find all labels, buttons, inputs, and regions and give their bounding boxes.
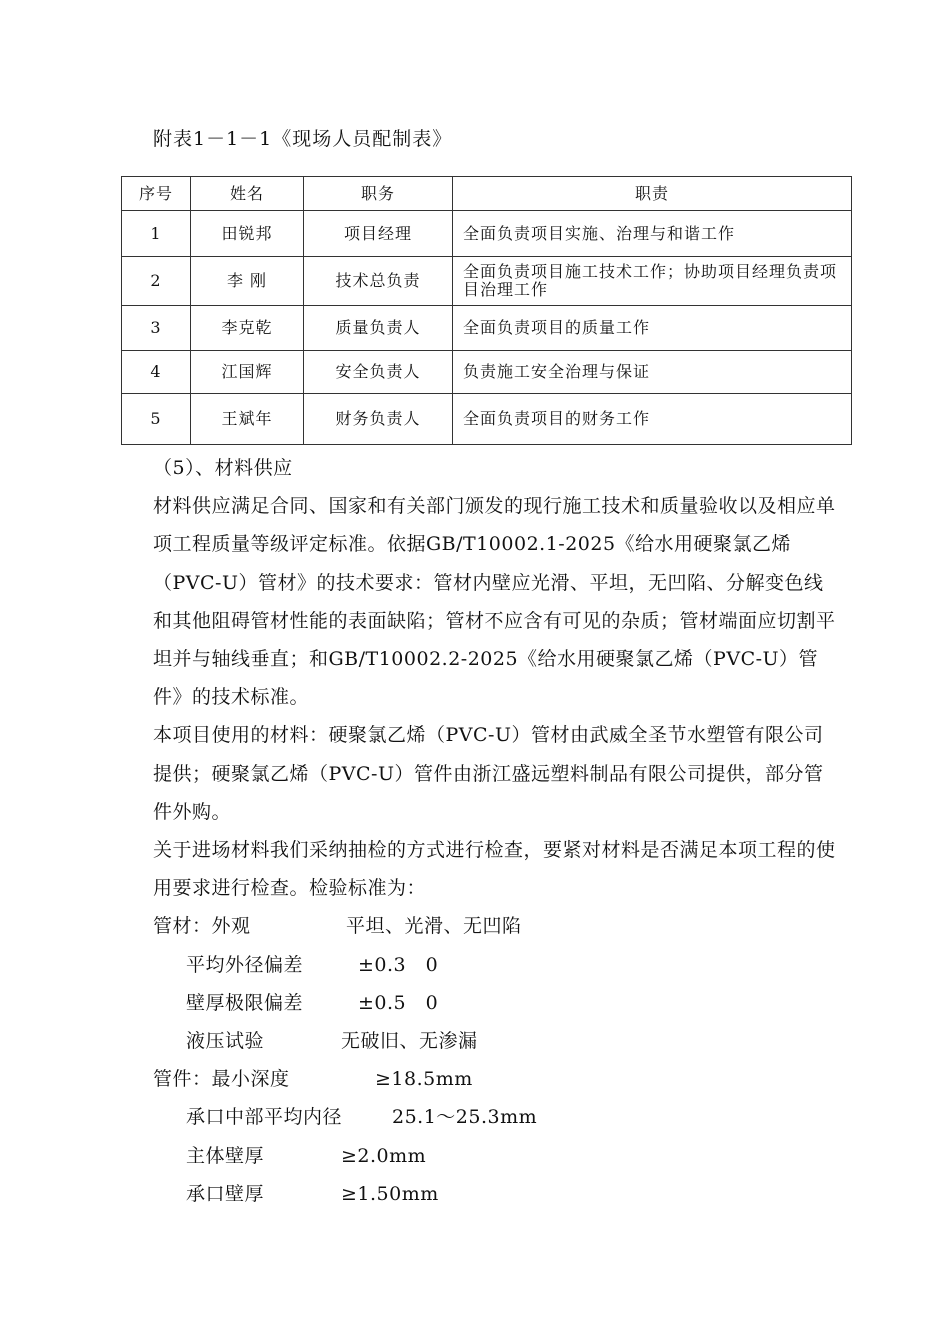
spec-label: 管件：最小深度	[153, 1068, 290, 1091]
body-text	[138, 449, 838, 1213]
cell-name: 李 刚	[191, 257, 304, 306]
spec-label: 壁厚极限偏差	[186, 991, 304, 1014]
spec-line	[138, 1098, 838, 1136]
header-duty: 职责	[453, 177, 852, 211]
spec-line	[138, 1022, 838, 1060]
spec-line	[138, 907, 838, 945]
spec-value: 25.1～25.3mm	[392, 1106, 538, 1129]
cell-duty: 全面负责项目的质量工作	[453, 306, 852, 351]
cell-post: 安全负责人	[304, 351, 453, 394]
table-row	[122, 211, 852, 257]
cell-name: 王斌年	[191, 394, 304, 445]
spec-line	[138, 1060, 838, 1098]
spec-value: ≥2.0mm	[341, 1144, 427, 1167]
cell-no: 3	[122, 306, 191, 351]
spec-value: 无破旧、无渗漏	[341, 1030, 478, 1053]
cell-post: 技术总负责	[304, 257, 453, 306]
paragraph-material-suppliers: 本项目使用的材料：硬聚氯乙烯（PVC-U）管材由武威全圣节水塑管有限公司提供；硬聚氯乙烯（PVC-U）管件由浙江盛远塑料制品有限公司提供，部分管件外购。	[153, 724, 824, 823]
cell-duty: 负责施工安全治理与保证	[453, 351, 852, 394]
header-no: 序号	[122, 177, 191, 211]
staff-table	[121, 176, 852, 445]
table-header-row	[122, 177, 852, 211]
spec-label: 承口中部平均内径	[186, 1106, 343, 1129]
cell-no: 1	[122, 211, 191, 257]
header-post: 职务	[304, 177, 453, 211]
cell-post: 质量负责人	[304, 306, 453, 351]
cell-post: 项目经理	[304, 211, 453, 257]
spec-value: 平坦、光滑、无凹陷	[346, 915, 522, 938]
table-row	[122, 257, 852, 306]
inspection-spec-list	[138, 907, 838, 1213]
spec-line	[138, 1175, 838, 1213]
paragraph-inspection: 关于进场材料我们采纳抽检的方式进行检查，要紧对材料是否满足本项工程的使用要求进行检查。检验标准为：	[153, 839, 836, 900]
table-row	[122, 351, 852, 394]
spec-value: ±0.3 0	[358, 953, 439, 976]
spec-label: 平均外径偏差	[186, 953, 304, 976]
cell-name: 田锐邦	[191, 211, 304, 257]
cell-name: 江国辉	[191, 351, 304, 394]
spec-line	[138, 946, 838, 984]
cell-duty: 全面负责项目施工技术工作；协助项目经理负责项目治理工作	[453, 257, 852, 306]
cell-no: 5	[122, 394, 191, 445]
spec-label: 管材：外观	[153, 915, 251, 938]
table-row	[122, 394, 852, 445]
cell-no: 2	[122, 257, 191, 306]
cell-post: 财务负责人	[304, 394, 453, 445]
spec-line	[138, 1137, 838, 1175]
paragraph-material-standards: 材料供应满足合同、国家和有关部门颁发的现行施工技术和质量验收以及相应单项工程质量等级评定标准。依据GB/T10002.1-2025《给水用硬聚氯乙烯（PVC-U）管材》的技术要求：管材内壁应光滑、平坦，无凹陷、分解变色线和其他阻碍管材性能的表面缺陷；管材不应含有可见的杂质；管材端面应切割平坦并与轴线垂直；和GB/T10002.2-2025《给水用硬聚氯乙烯（PVC-U）管件》的技术标准。	[153, 495, 836, 709]
spec-value: ≥1.50mm	[341, 1182, 439, 1205]
section-title: （5）、材料供应	[153, 457, 293, 479]
table-row	[122, 306, 852, 351]
cell-no: 4	[122, 351, 191, 394]
spec-label: 承口壁厚	[186, 1182, 265, 1205]
spec-value: ≥18.5mm	[375, 1068, 473, 1091]
table-caption: 附表1－1－1《现场人员配制表》	[153, 128, 453, 150]
cell-duty: 全面负责项目实施、治理与和谐工作	[453, 211, 852, 257]
header-name: 姓名	[191, 177, 304, 211]
spec-value: ±0.5 0	[358, 991, 439, 1014]
spec-label: 液压试验	[186, 1030, 265, 1053]
spec-label: 主体壁厚	[186, 1144, 265, 1167]
cell-name: 李克乾	[191, 306, 304, 351]
cell-duty: 全面负责项目的财务工作	[453, 394, 852, 445]
spec-line	[138, 984, 838, 1022]
